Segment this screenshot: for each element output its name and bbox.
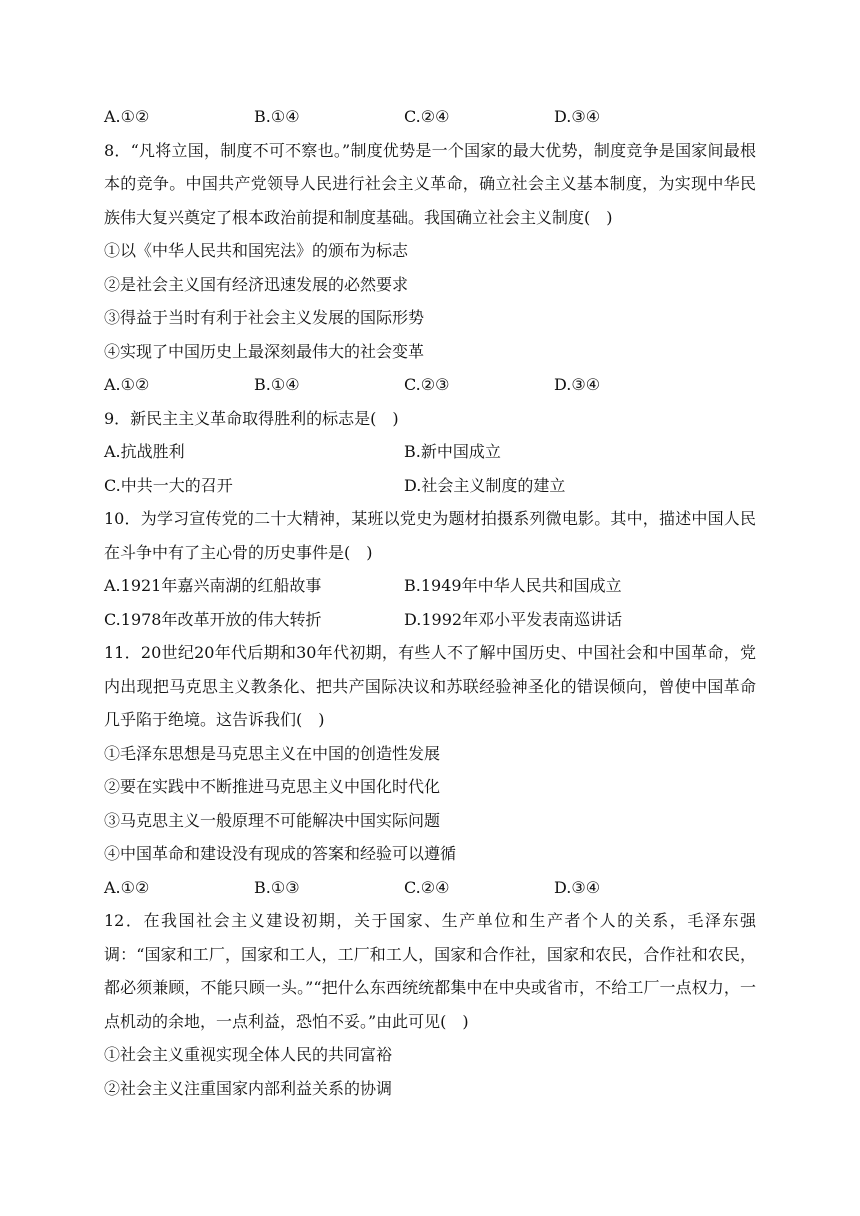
option-b[interactable]: B.新中国成立 [404,442,501,461]
option-a[interactable]: A.①② [104,375,150,394]
question-9 [104,402,756,503]
statement-3: ③得益于当时有利于社会主义发展的国际形势 [104,308,425,327]
statement-4: ④中国革命和建设没有现成的答案和经验可以遵循 [104,844,457,863]
statement-3: ③马克思主义一般原理不可能解决中国实际问题 [104,810,441,830]
option-a[interactable]: A.①② [104,107,150,126]
options-row [104,368,756,402]
options-row [104,435,756,469]
statement-2: ②是社会主义国有经济迅速发展的必然要求 [104,274,409,294]
question-8 [104,134,756,402]
option-b[interactable]: B.①④ [254,375,300,394]
option-a[interactable]: A.1921年嘉兴南湖的红船故事 [104,576,322,595]
question-text: 11．20世纪20年代后期和30年代初期，有些人不了解中国历史、中国社会和中国革命，党内出现把马克思主义教条化、把共产国际决议和苏联经验神圣化的错误倾向，曾使中国革命几乎陷于绝境。这告诉我们( ) [104,643,756,729]
options-row [104,469,756,503]
options-row [104,569,756,603]
question-10 [104,502,756,636]
option-b[interactable]: B.①④ [254,107,300,126]
page-content [104,100,756,1105]
option-c[interactable]: C.②④ [404,877,450,897]
option-d[interactable]: D.社会主义制度的建立 [404,475,566,495]
question-text: 8．“凡将立国，制度不可不察也。”制度优势是一个国家的最大优势，制度竞争是国家间最根本的竞争。中国共产党领导人民进行社会主义革命，确立社会主义基本制度，为实现中华民族伟大复兴奠定了根本政治前提和制度基础。我国确立社会主义制度( ) [104,140,756,227]
question-text: 12．在我国社会主义建设初期，关于国家、生产单位和生产者个人的关系，毛泽东强调：“国家和工厂，国家和工人，工厂和工人，国家和合作社，国家和农民，合作社和农民，都必须兼顾，不能只顾一头。”“把什么东西统统都集中在中央或省市，不给工厂一点权力，一点机动的余地，一点利益，恐怕不妥。”由此可见( ) [104,911,756,1031]
question-text: 10．为学习宣传党的二十大精神，某班以党史为题材拍摄系列微电影。其中，描述中国人民在斗争中有了主心骨的历史事件是( ) [104,509,756,562]
option-d[interactable]: D.③④ [554,375,601,394]
question-text: 9．新民主主义革命取得胜利的标志是( ) [104,408,399,428]
option-c[interactable]: C.②④ [404,107,450,126]
option-a[interactable]: A.①② [104,877,150,897]
option-d[interactable]: D.③④ [554,877,601,897]
statement-1: ①以《中华人民共和国宪法》的颁布为标志 [104,241,409,260]
options-row [104,871,756,905]
option-d[interactable]: D.③④ [554,107,601,126]
statement-2: ②要在实践中不断推进马克思主义中国化时代化 [104,777,441,796]
option-d[interactable]: D.1992年邓小平发表南巡讲话 [404,609,623,629]
option-b[interactable]: B.①③ [254,877,300,897]
options-row [104,100,756,134]
question-11 [104,636,756,904]
option-b[interactable]: B.1949年中华人民共和国成立 [404,576,622,595]
statement-2: ②社会主义注重国家内部利益关系的协调 [104,1078,393,1098]
question-12 [104,904,756,1105]
option-c[interactable]: C.②③ [404,375,450,394]
statement-1: ①社会主义重视实现全体人民的共同富裕 [104,1045,393,1064]
statement-4: ④实现了中国历史上最深刻最伟大的社会变革 [104,341,425,361]
option-c[interactable]: C.中共一大的召开 [104,475,233,495]
option-a[interactable]: A.抗战胜利 [104,442,185,461]
options-row [104,603,756,637]
option-c[interactable]: C.1978年改革开放的伟大转折 [104,609,322,629]
statement-1: ①毛泽东思想是马克思主义在中国的创造性发展 [104,743,441,763]
